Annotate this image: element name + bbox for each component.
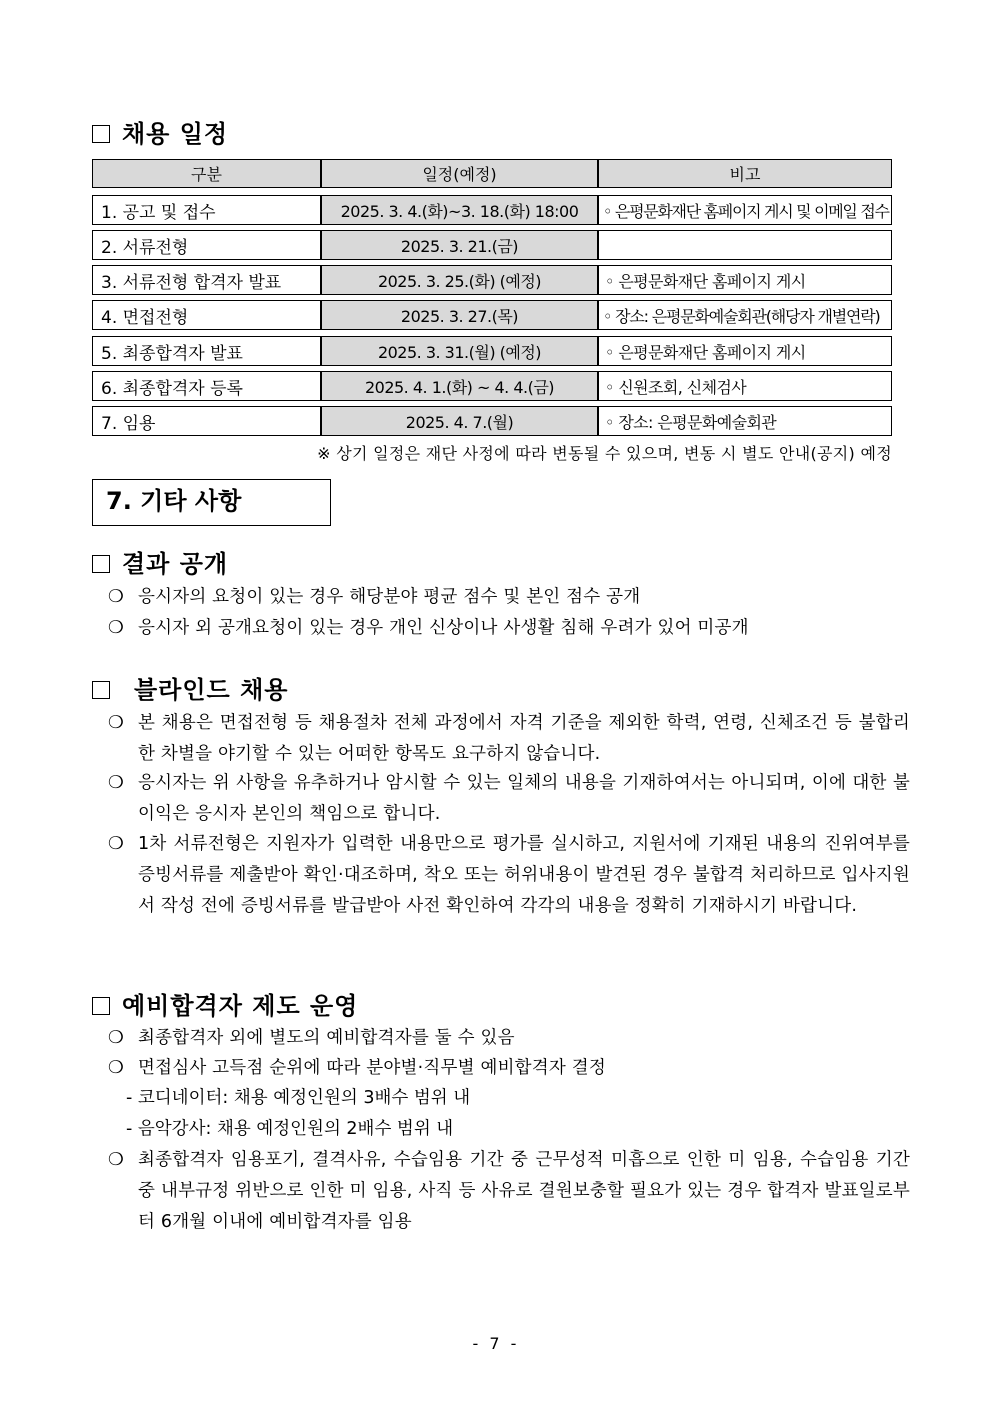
circle-bullet-icon: ❍ <box>108 1058 124 1078</box>
list-item-text: 응시자의 요청이 있는 경우 해당분야 평균 점수 및 본인 점수 공개 <box>138 587 641 607</box>
list-item <box>108 768 910 830</box>
note-cell: ◦ 신원조회, 신체검사 <box>598 371 892 401</box>
reserve-heading <box>92 986 358 1021</box>
circle-bullet-icon: ❍ <box>108 587 124 607</box>
page-number: - 7 - <box>472 1334 520 1353</box>
date-cell: 2025. 3. 21.(금) <box>321 230 598 260</box>
date-cell: 2025. 3. 31.(월) (예정) <box>321 336 598 366</box>
date-cell: 2025. 4. 7.(월) <box>321 406 598 436</box>
list-item <box>108 1023 515 1054</box>
sub-list-item: - 코디네이터: 채용 예정인원의 3배수 범위 내 <box>126 1088 471 1108</box>
circle-bullet-icon: ❍ <box>108 713 124 733</box>
list-item <box>108 582 640 613</box>
checkbox-square-icon <box>92 555 110 573</box>
table-row <box>92 371 892 401</box>
circle-bullet-icon: ❍ <box>108 834 124 854</box>
date-cell: 2025. 3. 27.(목) <box>321 300 598 330</box>
step-cell: 1. 공고 및 접수 <box>92 195 321 225</box>
table-row <box>92 336 892 366</box>
date-cell: 2025. 3. 25.(화) (예정) <box>321 265 598 295</box>
reserve-heading-text: 예비합격자 제도 운영 <box>122 992 359 1020</box>
note-cell: ◦ 장소: 은평문화예술회관(해당자 개별연락) <box>598 300 892 330</box>
schedule-heading <box>92 114 228 149</box>
list-item-text: 1차 서류전형은 지원자가 입력한 내용만으로 평가를 실시하고, 지원서에 기재된 내용의 진위여부를 증빙서류를 제출받아 확인·대조하며, 착오 또는 허위내용이 발견된 경우 불합격 처리하므로 입사지원서 작성 전에 증빙서류를 발급받아 사전 확인하여 각각의 내용을 정확히 기재하시기 바랍니다. <box>138 834 910 916</box>
column-header: 구분 <box>92 159 321 188</box>
step-cell: 5. 최종합격자 발표 <box>92 336 321 366</box>
list-item <box>108 829 910 922</box>
table-row <box>92 230 892 260</box>
circle-bullet-icon: ❍ <box>108 618 124 638</box>
step-cell: 2. 서류전형 <box>92 230 321 260</box>
list-item <box>108 708 910 770</box>
table-row <box>92 300 892 330</box>
date-cell: 2025. 3. 4.(화)~3. 18.(화) 18:00 <box>321 195 598 225</box>
note-cell: ◦ 은평문화재단 홈페이지 게시 및 이메일 접수 <box>598 195 892 225</box>
table-row <box>92 195 892 225</box>
circle-bullet-icon: ❍ <box>108 773 124 793</box>
results-heading <box>92 544 228 579</box>
step-cell: 7. 임용 <box>92 406 321 436</box>
blind-heading-text: 블라인드 채용 <box>134 676 289 704</box>
schedule-table-header <box>92 159 892 188</box>
step-cell: 3. 서류전형 합격자 발표 <box>92 265 321 295</box>
note-cell <box>598 230 892 260</box>
table-row <box>92 406 892 436</box>
list-item <box>108 613 749 644</box>
checkbox-square-icon <box>92 997 110 1015</box>
circle-bullet-icon: ❍ <box>108 1150 124 1170</box>
checkbox-square-icon <box>92 681 110 699</box>
column-header: 일정(예정) <box>321 159 598 188</box>
list-item <box>108 1053 606 1084</box>
list-item-text: 본 채용은 면접전형 등 채용절차 전체 과정에서 자격 기준을 제외한 학력, 연령, 신체조건 등 불합리한 차별을 야기할 수 있는 어떠한 항목도 요구하지 않습니다. <box>138 713 910 764</box>
step-cell: 6. 최종합격자 등록 <box>92 371 321 401</box>
column-header: 비고 <box>598 159 892 188</box>
list-item-text: 최종합격자 외에 별도의 예비합격자를 둘 수 있음 <box>138 1028 515 1048</box>
date-cell: 2025. 4. 1.(화) ~ 4. 4.(금) <box>321 371 598 401</box>
table-row <box>92 265 892 295</box>
circle-bullet-icon: ❍ <box>108 1028 124 1048</box>
list-item-text: 최종합격자 임용포기, 결격사유, 수습임용 기간 중 근무성적 미흡으로 인한 미 임용, 수습임용 기간 중 내부규정 위반으로 인한 미 임용, 사직 등 사유로 결원보충할 필요가 있는 경우 합격자 발표일로부터 6개월 이내에 예비합격자를 임용 <box>138 1150 910 1232</box>
note-cell: ◦ 은평문화재단 홈페이지 게시 <box>598 336 892 366</box>
note-cell: ◦ 장소: 은평문화예술회관 <box>598 406 892 436</box>
list-item-text: 면접심사 고득점 순위에 따라 분야별·직무별 예비합격자 결정 <box>138 1058 606 1078</box>
sub-list-item: - 음악강사: 채용 예정인원의 2배수 범위 내 <box>126 1119 454 1139</box>
list-item <box>108 1145 910 1238</box>
checkbox-square-icon <box>92 125 110 143</box>
section-title: 7. 기타 사항 <box>92 479 331 526</box>
step-cell: 4. 면접전형 <box>92 300 321 330</box>
schedule-footnote: ※ 상기 일정은 재단 사정에 따라 변동될 수 있으며, 변동 시 별도 안내(공지) 예정 <box>317 444 892 463</box>
blind-heading <box>92 670 288 705</box>
schedule-heading-text: 채용 일정 <box>122 120 229 148</box>
list-item-text: 응시자 외 공개요청이 있는 경우 개인 신상이나 사생활 침해 우려가 있어 미공개 <box>138 618 749 638</box>
results-heading-text: 결과 공개 <box>122 550 229 578</box>
list-item-text: 응시자는 위 사항을 유추하거나 암시할 수 있는 일체의 내용을 기재하여서는 아니되며, 이에 대한 불이익은 응시자 본인의 책임으로 합니다. <box>138 773 910 824</box>
note-cell: ◦ 은평문화재단 홈페이지 게시 <box>598 265 892 295</box>
